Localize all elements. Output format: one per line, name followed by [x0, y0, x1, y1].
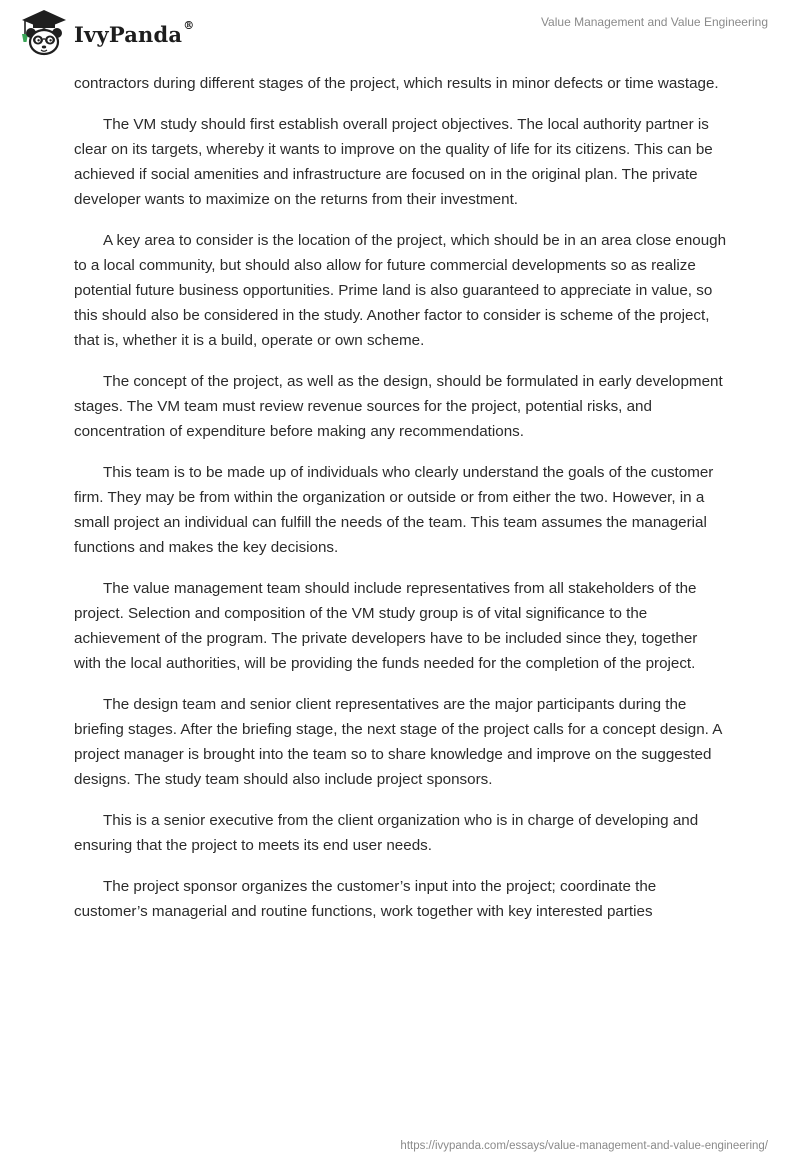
page-header — [0, 0, 800, 70]
paragraph: The value management team should include representatives from all stakeholders of the project. Selection and composition of the VM study group is of vital significance to the achievement of the program. The private developers have to be included since they, together with the local authorities, will be providing the funds needed for the completion of the project. — [74, 580, 698, 672]
paragraph: The VM study should first establish overall project objectives. The local authority partner is clear on its targets, whereby it wants to improve on the quality of life for its citizens. This can be achieved if social amenities and infrastructure are focused on in the original plan. The private developer wants to maximize on the returns from their investment. — [74, 116, 713, 208]
logo-wordmark — [74, 18, 195, 47]
ivypanda-logo[interactable] — [14, 8, 194, 58]
essay-body — [74, 71, 728, 940]
paragraph: The concept of the project, as well as the design, should be formulated in early development stages. The VM team must review revenue sources for the project, potential risks, and concentration of expenditure before making any recommendations. — [74, 373, 723, 440]
paragraph: A key area to consider is the location of the project, which should be in an area close enough to a local community, but should also allow for future commercial developments so as realize potential future business opportunities. Prime land is also guaranteed to appreciate in value, so this should also be considered in the study. Another factor to consider is scheme of the project, that is, whether it is a build, operate or own scheme. — [74, 232, 727, 349]
paragraph: contractors during different stages of the project, which results in minor defects or time wastage. — [74, 75, 719, 92]
paragraph: The design team and senior client representatives are the major participants during the briefing stages. After the briefing stage, the next stage of the project calls for a concept design. A project manager is brought into the team so to share knowledge and improve on the suggested designs. The study team should also include project sponsors. — [74, 696, 722, 788]
document-title: Value Management and Value Engineering — [540, 15, 768, 29]
logo-text: IvyPanda — [74, 21, 183, 47]
paragraph: This team is to be made up of individuals who clearly understand the goals of the customer firm. They may be from within the organization or outside or from either the two. However, in a small project an individual can fulfill the needs of the team. This team assumes the managerial functions and makes the key decisions. — [74, 464, 714, 556]
source-url[interactable]: https://ivypanda.com/essays/value-management-and-value-engineering/ — [400, 1140, 768, 1152]
paragraph: The project sponsor organizes the customer’s input into the project; coordinate the customer’s managerial and routine functions, work together with key interested parties — [74, 878, 657, 920]
registered-mark: ® — [183, 18, 195, 32]
paragraph: This is a senior executive from the client organization who is in charge of developing and ensuring that the project to meets its end user needs. — [74, 812, 699, 854]
panda-graduate-icon — [14, 8, 70, 58]
